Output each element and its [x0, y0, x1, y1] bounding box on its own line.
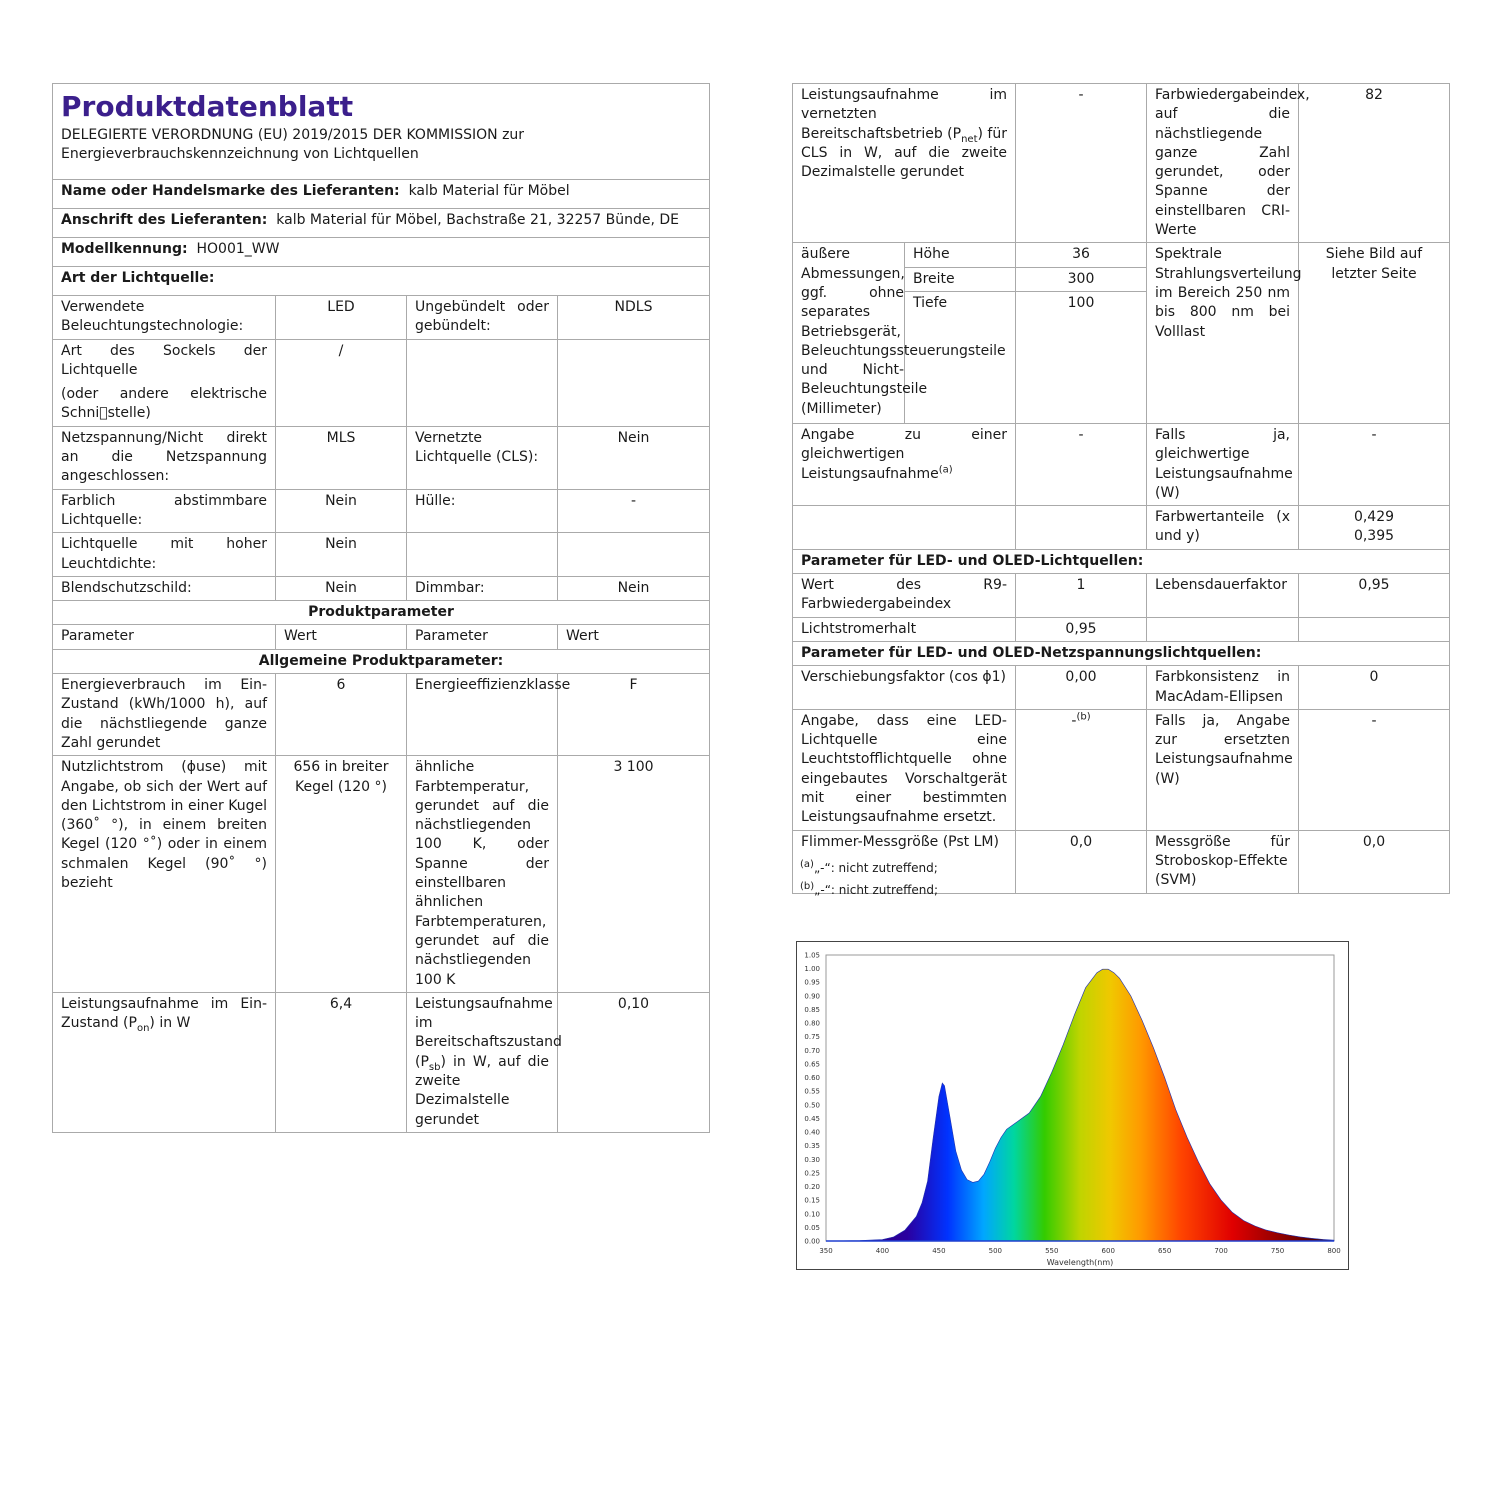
dimensions-label: äußere Abmessungen, ggf. ohne separates Betriebsgerät, Beleuchtungssteuerungsteile und Nicht-Beleuchtungsteile (Millimeter)	[793, 243, 905, 424]
colour-tunable-value: Nein	[276, 489, 407, 533]
y-tick-label: 0.85	[804, 1005, 820, 1014]
y-tick-label: 0.80	[804, 1019, 820, 1028]
col-header-value-2: Wert	[558, 625, 710, 649]
cct-value: 3 100	[558, 756, 710, 993]
footnote-b-text: „-“: nicht zutreffend;	[814, 883, 939, 897]
equiv-footnote-mark: (a)	[938, 463, 953, 475]
cap-label	[53, 339, 276, 426]
page-title: Produktdatenblatt	[61, 90, 354, 123]
equiv-value: -	[1016, 423, 1147, 505]
technology-label: Verwendete Beleuchtungstechnologie:	[53, 296, 276, 340]
y-tick-label: 1.00	[804, 965, 820, 974]
depth-value: 100	[1016, 291, 1147, 423]
energy-label: Energieverbrauch im Ein-Zustand (kWh/1000 h), auf die nächstliegende ganze Zahl gerundet	[53, 674, 276, 756]
footnote-a	[800, 857, 938, 879]
led-params-heading: Parameter für LED- und OLED-Lichtquellen:	[793, 549, 1450, 573]
equiv-yes-label: Falls ja, gleichwertige Leistungsaufnahme (W)	[1147, 423, 1299, 505]
maintenance-value: 0,95	[1016, 617, 1147, 641]
r9-value: 1	[1016, 574, 1147, 618]
footnotes	[800, 857, 938, 901]
technology-value: LED	[276, 296, 407, 340]
x-tick-label: 750	[1270, 1247, 1285, 1255]
width-label: Breite	[905, 267, 1016, 291]
cri-value: 82	[1299, 84, 1450, 243]
x-tick-label: 600	[1101, 1247, 1115, 1255]
replace-yes-value: -	[1299, 709, 1450, 830]
x-tick-label: 550	[1045, 1247, 1059, 1255]
supplier-name-row	[53, 180, 710, 209]
supplier-name-value: kalb Material für Möbel	[408, 183, 570, 199]
replace-footnote-mark: (b)	[1076, 711, 1091, 723]
x-tick-label: 800	[1327, 1247, 1341, 1255]
energy-value: 6	[276, 674, 407, 756]
dimmable-label: Dimmbar:	[407, 576, 558, 600]
flux-value: 656 in breiter Kegel (120 °)	[276, 756, 407, 993]
x-tick-label: 400	[875, 1247, 890, 1255]
equiv-yes-value: -	[1299, 423, 1450, 505]
y-tick-label: 0.35	[804, 1142, 820, 1151]
replace-label: Angabe, dass eine LED-Lichtquelle eine Leuchtstofflichtquelle ohne eingebautes Vorschaltgerät mit einer bestimmten Leistungsaufnahme ersetzt.	[793, 709, 1016, 830]
focused-value: NDLS	[558, 296, 710, 340]
x-tick-label: 500	[988, 1247, 1003, 1255]
displacement-value: 0,00	[1016, 666, 1147, 710]
height-label: Höhe	[905, 243, 1016, 267]
chroma-value	[1299, 506, 1450, 550]
focused-label: Ungebündelt oder gebündelt:	[407, 296, 558, 340]
footnote-b-mark: (b)	[800, 881, 815, 892]
consistency-value: 0	[1299, 666, 1450, 710]
efficiency-value: F	[558, 674, 710, 756]
y-tick-label: 0.95	[804, 978, 820, 987]
model-row	[53, 238, 710, 267]
svm-label: Messgröße für Stroboskop-Effekte (SVM)	[1147, 830, 1299, 893]
flux-label: Nutzlichtstrom (ɸuse) mit Angabe, ob sich der Wert auf den Lichtstrom in einer Kugel (360˚ °), in einem breiten Kegel (120 °˚) oder in einem schmalen Kegel (90˚ °) bezieht	[53, 756, 276, 993]
y-tick-label: 0.55	[804, 1087, 820, 1096]
mains-label: Netzspannung/Nicht direkt an die Netzspannung angeschlossen:	[53, 426, 276, 489]
footnote-a-mark: (a)	[800, 859, 814, 870]
y-tick-label: 0.20	[804, 1183, 820, 1192]
cap-label-line-1: Art des Sockels der Lichtquelle	[61, 342, 267, 378]
svm-value: 0,0	[1299, 830, 1450, 893]
pon-label-text: Leistungsaufnahme im Ein-Zustand (P	[61, 995, 267, 1032]
y-tick-label: 0.60	[804, 1074, 820, 1083]
cls-label: Vernetzte Lichtquelle (CLS):	[407, 426, 558, 489]
product-params-heading: Produktparameter	[53, 601, 710, 625]
col-header-param: Parameter	[53, 625, 276, 649]
displacement-label: Verschiebungsfaktor (cos ϕ1)	[793, 666, 1016, 710]
psb-label-unit: ) in W, auf die zweite Dezimalstelle gerundet	[415, 1053, 549, 1128]
pon-value: 6,4	[276, 992, 407, 1132]
high-luminance-label: Lichtquelle mit hoher Leuchtdichte:	[53, 533, 276, 577]
pnet-label-unit: ) für CLS in W, auf die zweite Dezimalstelle gerundet	[801, 125, 1007, 181]
y-tick-label: 0.00	[804, 1237, 820, 1246]
equiv-label-text: Angabe zu einer gleichwertigen Leistungsaufnahme	[801, 426, 1007, 482]
height-value: 36	[1016, 243, 1147, 267]
cap-label-line-2: (oder andere elektrische Schni stelle)	[61, 386, 267, 422]
psb-label-text: Leistungsaufnahme im Bereitschaftszustand (P	[415, 995, 562, 1070]
model-value: HO001_WW	[196, 241, 280, 257]
left-datasheet-table	[52, 83, 710, 1133]
pnet-subscript: net	[961, 133, 978, 145]
depth-label: Tiefe	[905, 291, 1016, 423]
general-params-heading: Allgemeine Produktparameter:	[53, 649, 710, 673]
y-tick-label: 0.65	[804, 1060, 820, 1069]
footnote-a-text: „-“: nicht zutreffend;	[813, 861, 938, 875]
width-value: 300	[1016, 267, 1147, 291]
x-tick-label: 700	[1214, 1247, 1228, 1255]
high-luminance-value: Nein	[276, 533, 407, 577]
pnet-value: -	[1016, 84, 1147, 243]
supplier-address-row	[53, 209, 710, 238]
supplier-name-label: Name oder Handelsmarke des Lieferanten:	[61, 183, 400, 199]
chroma-y-value: 0,395	[1353, 528, 1395, 545]
spectrum-chart	[796, 941, 1349, 1270]
survival-value: 0,95	[1299, 574, 1450, 618]
pon-subscript: on	[136, 1022, 150, 1034]
efficiency-label: Energieeffizienzklasse	[407, 674, 558, 756]
pon-label-unit: ) in W	[149, 1015, 191, 1032]
y-tick-label: 0.50	[804, 1101, 820, 1110]
flicker-label: Flimmer-Messgröße (Pst LM)	[793, 830, 1016, 893]
y-tick-label: 0.25	[804, 1169, 820, 1178]
chroma-x-value: 0,429	[1353, 509, 1395, 526]
survival-label: Lebensdauerfaktor	[1147, 574, 1299, 618]
y-tick-label: 0.05	[804, 1223, 820, 1232]
r9-label: Wert des R9-Farbwiedergabeindex	[793, 574, 1016, 618]
pnet-label	[793, 84, 1016, 243]
model-label: Modellkennung:	[61, 241, 188, 257]
supplier-address-label: Anschrift des Lieferanten:	[61, 212, 268, 228]
maintenance-label: Lichtstromerhalt	[793, 617, 1016, 641]
envelope-label: Hülle:	[407, 489, 558, 533]
cri-label: Farbwiedergabeindex, auf die nächstliegende ganze Zahl gerundet, oder Spanne der einstellbaren CRI-Werte	[1147, 84, 1299, 243]
dimmable-value: Nein	[558, 576, 710, 600]
pnet-label-text: Leistungsaufnahme im vernetzten Bereitschaftsbetrieb (P	[801, 87, 1007, 142]
y-tick-label: 0.30	[804, 1155, 820, 1164]
x-tick-label: 650	[1157, 1247, 1172, 1255]
chroma-label: Farbwertanteile (x und y)	[1147, 506, 1299, 550]
right-datasheet-table	[792, 83, 1450, 894]
y-tick-label: 0.70	[804, 1046, 820, 1055]
supplier-address-value: kalb Material für Möbel, Bachstraße 21, 32257 Bünde, DE	[276, 212, 680, 228]
replace-value	[1016, 709, 1147, 830]
y-tick-label: 0.90	[804, 992, 820, 1001]
y-tick-label: 1.05	[804, 951, 820, 960]
col-header-param-2: Parameter	[407, 625, 558, 649]
equiv-label	[793, 423, 1016, 505]
y-tick-label: 0.75	[804, 1033, 820, 1042]
y-tick-label: 0.10	[804, 1210, 820, 1219]
x-axis-label: Wavelength(nm)	[1046, 1258, 1114, 1267]
psb-label	[407, 992, 562, 1132]
pon-label	[53, 992, 276, 1132]
cap-value: /	[276, 339, 407, 426]
replace-yes-label: Falls ja, Angabe zur ersetzten Leistungsaufnahme (W)	[1147, 709, 1299, 830]
y-tick-label: 0.45	[804, 1114, 820, 1123]
psb-value: 0,10	[558, 992, 710, 1132]
y-tick-label: 0.40	[804, 1128, 820, 1137]
consistency-label: Farbkonsistenz in MacAdam-Ellipsen	[1147, 666, 1299, 710]
led-mains-params-heading: Parameter für LED- und OLED-Netzspannungslichtquellen:	[793, 641, 1450, 665]
spd-label: Spektrale Strahlungsverteilung im Bereich 250 nm bis 800 nm bei Volllast	[1147, 243, 1299, 424]
regulation-text: DELEGIERTE VERORDNUNG (EU) 2019/2015 DER KOMMISSION zur Energieverbrauchskennzeichnung von Lichtquellen	[61, 127, 525, 163]
cct-label: ähnliche Farbtemperatur, gerundet auf die nächstliegenden 100 K, oder Spanne der einstellbaren ähnlichen Farbtemperaturen, gerundet auf die nächstliegenden 100 K	[407, 756, 558, 993]
flicker-value: 0,0	[1016, 830, 1147, 893]
x-tick-label: 350	[819, 1247, 833, 1255]
mains-value: MLS	[276, 426, 407, 489]
x-tick-label: 450	[932, 1247, 946, 1255]
light-source-type-heading: Art der Lichtquelle:	[53, 267, 710, 296]
envelope-value: -	[558, 489, 710, 533]
footnote-b	[800, 879, 938, 901]
col-header-value: Wert	[276, 625, 407, 649]
colour-tunable-label: Farblich abstimmbare Lichtquelle:	[53, 489, 276, 533]
anti-glare-value: Nein	[276, 576, 407, 600]
replace-value-text: -	[1071, 712, 1077, 729]
spd-value: Siehe Bild auf letzter Seite	[1299, 243, 1450, 424]
anti-glare-label: Blendschutzschild:	[53, 576, 276, 600]
y-tick-label: 0.15	[804, 1196, 820, 1205]
cls-value: Nein	[558, 426, 710, 489]
psb-subscript: sb	[428, 1061, 441, 1073]
